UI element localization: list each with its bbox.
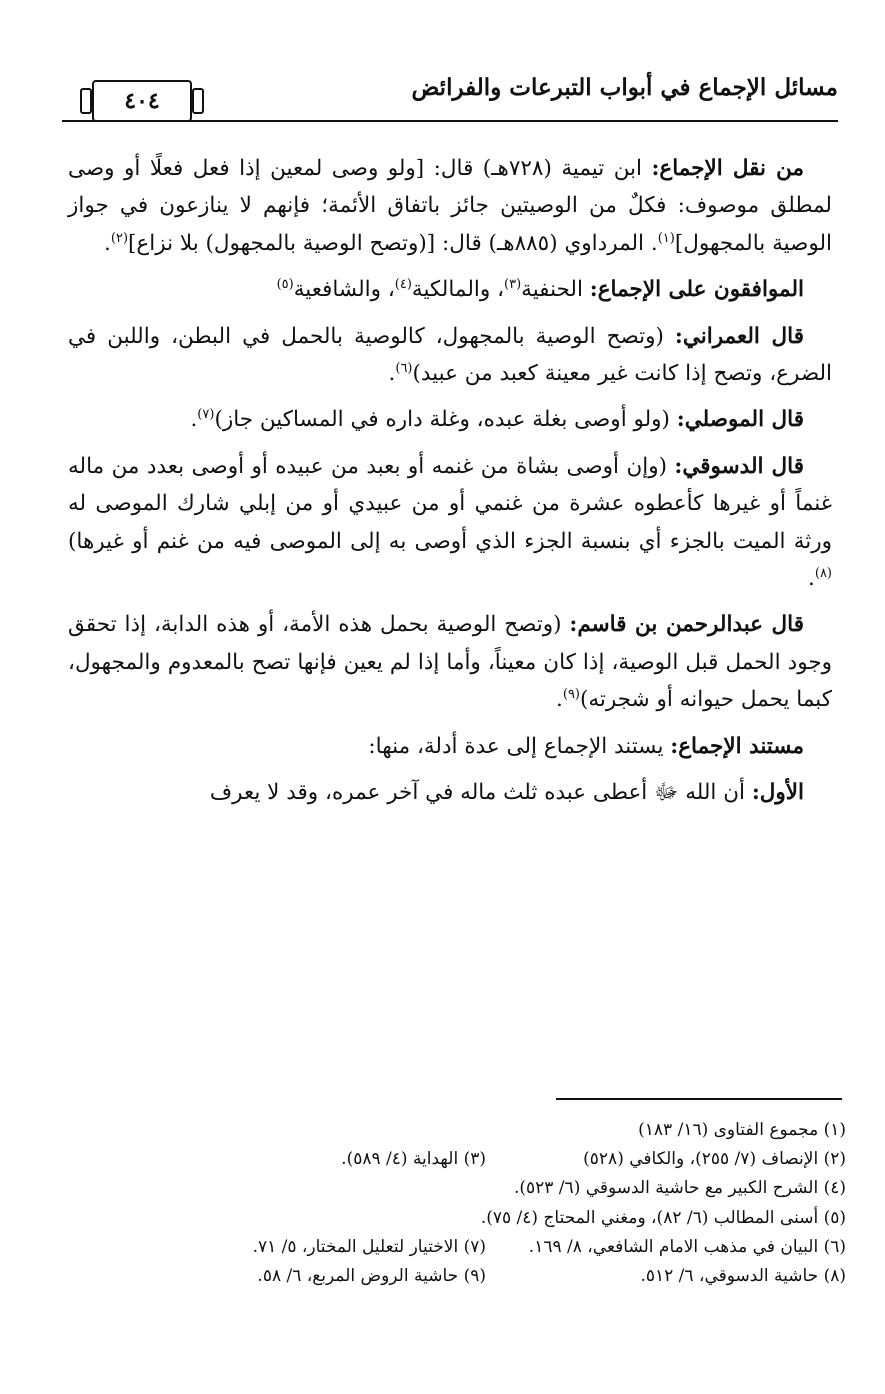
footnote-ref: (٥) bbox=[276, 277, 294, 293]
paragraph-heading: قال العمراني: bbox=[674, 323, 805, 349]
footnote-4: (٤) الشرح الكبير مع حاشية الدسوقي (٦/ ٥٢٣). bbox=[513, 1178, 846, 1199]
main-text bbox=[68, 150, 832, 821]
paragraph-text: . bbox=[190, 407, 198, 433]
header-rule bbox=[62, 120, 838, 122]
paragraph-ijma-basis bbox=[68, 728, 832, 765]
paragraph-text: (وإن أوصى بشاة من غنمه أو بعبد من عبيده أو أوصى بعدد من ماله غنماً أو غيرها كأعطوه عشرة من غنمي أو من عبيدي أو من إبلي شارك الموصى له ورثة الميت بالجزء أي بنسبة الجزء الذي أوصى به إلى الموصى فيه من غنم أو غيرها) bbox=[68, 453, 832, 554]
footnote-row bbox=[66, 1116, 846, 1145]
paragraph-heading: مستند الإجماع: bbox=[670, 733, 804, 759]
footnote-ref: (٨) bbox=[814, 565, 832, 581]
paragraph-heading: قال عبدالرحمن بن قاسم: bbox=[569, 612, 805, 638]
paragraph-text: يستند الإجماع إلى عدة أدلة، منها: bbox=[368, 733, 671, 759]
footnote-row bbox=[66, 1145, 846, 1174]
paragraph-text: (ولو أوصى بغلة عبده، وغلة داره في المساكين جاز) bbox=[214, 407, 677, 433]
paragraph-text: . bbox=[808, 566, 815, 592]
paragraph-text: . bbox=[556, 687, 563, 713]
paragraph-agreeing-schools bbox=[68, 271, 832, 308]
paragraph-heading: الأول: bbox=[751, 780, 804, 806]
paragraph-heading: الموافقون على الإجماع: bbox=[589, 277, 804, 303]
paragraph-text: أن الله ﷻ أعطى عبده ثلث ماله في آخر عمره، وقد لا يعرف bbox=[209, 780, 752, 806]
footnote-ref: (٣) bbox=[504, 277, 522, 293]
footnote-ref: (٧) bbox=[197, 407, 215, 423]
page-number: ٤٠٤ bbox=[124, 88, 160, 114]
footnote-3: (٣) الهداية (٤/ ٥٨٩). bbox=[341, 1149, 486, 1170]
running-title: مسائل الإجماع في أبواب التبرعات والفرائض bbox=[411, 74, 838, 101]
footnote-row bbox=[66, 1262, 846, 1291]
footnote-7: (٧) الاختيار لتعليل المختار، ٥/ ٧١. bbox=[252, 1236, 486, 1257]
footnote-row bbox=[66, 1233, 846, 1262]
footnote-ref: (٦) bbox=[395, 360, 413, 376]
footnote-ref: (٢) bbox=[110, 230, 129, 246]
paragraph-first-evidence bbox=[68, 774, 832, 811]
footnote-6: (٦) البيان في مذهب الامام الشافعي، ٨/ ١٦٩. bbox=[528, 1236, 846, 1257]
paragraph-mawsili bbox=[68, 401, 832, 438]
paragraph-imrani bbox=[68, 318, 832, 393]
footnote-ref: (٤) bbox=[394, 277, 412, 293]
paragraph-ibn-qasim bbox=[68, 606, 832, 718]
paragraph-text: ، والشافعية bbox=[293, 277, 395, 303]
paragraph-heading: قال الدسوقي: bbox=[674, 453, 804, 479]
paragraph-ijma-transmitters bbox=[68, 150, 832, 262]
footnotes bbox=[66, 1116, 846, 1291]
paragraph-text: . bbox=[104, 230, 111, 256]
paragraph-dasuqi bbox=[68, 448, 832, 598]
paragraph-text: (وتصح الوصية بالمجهول، كالوصية بالحمل في البطن، واللبن في الضرع، وتصح إذا كانت غير معينة كعبد من عبيد) bbox=[68, 323, 832, 387]
paragraph-heading: قال الموصلي: bbox=[676, 407, 804, 433]
footnote-row bbox=[66, 1174, 846, 1203]
page-number-ornament bbox=[92, 80, 192, 122]
footnote-separator bbox=[556, 1098, 842, 1100]
paragraph-text: ابن تيمية (٧٢٨هـ) قال: [ولو وصى لمعين إذا فعل فعلًا أو وصى لمطلق موصوف: فكلٌ من الوصيتين جائز باتفاق الأئمة؛ فإنهم لا ينازعون في جواز الوصية بالمجهول] bbox=[68, 156, 832, 256]
paragraph-text: . المرداوي (٨٨٥هـ) قال: [(وتصح الوصية بالمجهول) بلا نزاع] bbox=[128, 230, 658, 256]
footnote-9: (٩) حاشية الروض المربع، ٦/ ٥٨. bbox=[257, 1266, 486, 1287]
paragraph-text: . bbox=[388, 361, 396, 387]
paragraph-text: ، والمالكية bbox=[411, 277, 505, 303]
footnote-1: (١) مجموع الفتاوى (١٦/ ١٨٣) bbox=[638, 1120, 846, 1140]
footnote-ref: (٩) bbox=[562, 687, 580, 703]
paragraph-text: الحنفية bbox=[521, 277, 590, 303]
footnote-ref: (١) bbox=[657, 230, 675, 246]
paragraph-text: (وتصح الوصية بحمل هذه الأمة، أو هذه الدابة، إذا تحقق وجود الحمل قبل الوصية، إذا كان معيناً، وأما إذا لم يعين فإنها تصح بالمعدوم والمجهول، كبما يحمل حيوانه أو شجرته) bbox=[68, 612, 832, 713]
footnote-2: (٢) الإنصاف (٧/ ٢٥٥)، والكافي (٥٢٨) bbox=[583, 1149, 846, 1170]
footnote-row bbox=[66, 1204, 846, 1233]
paragraph-heading: من نقل الإجماع: bbox=[651, 156, 804, 181]
footnote-5: (٥) أسنى المطالب (٦/ ٨٢)، ومغني المحتاج (٤/ ٧٥). bbox=[480, 1207, 846, 1228]
footnote-8: (٨) حاشية الدسوقي، ٦/ ٥١٢. bbox=[640, 1266, 846, 1287]
page-header bbox=[62, 64, 838, 134]
